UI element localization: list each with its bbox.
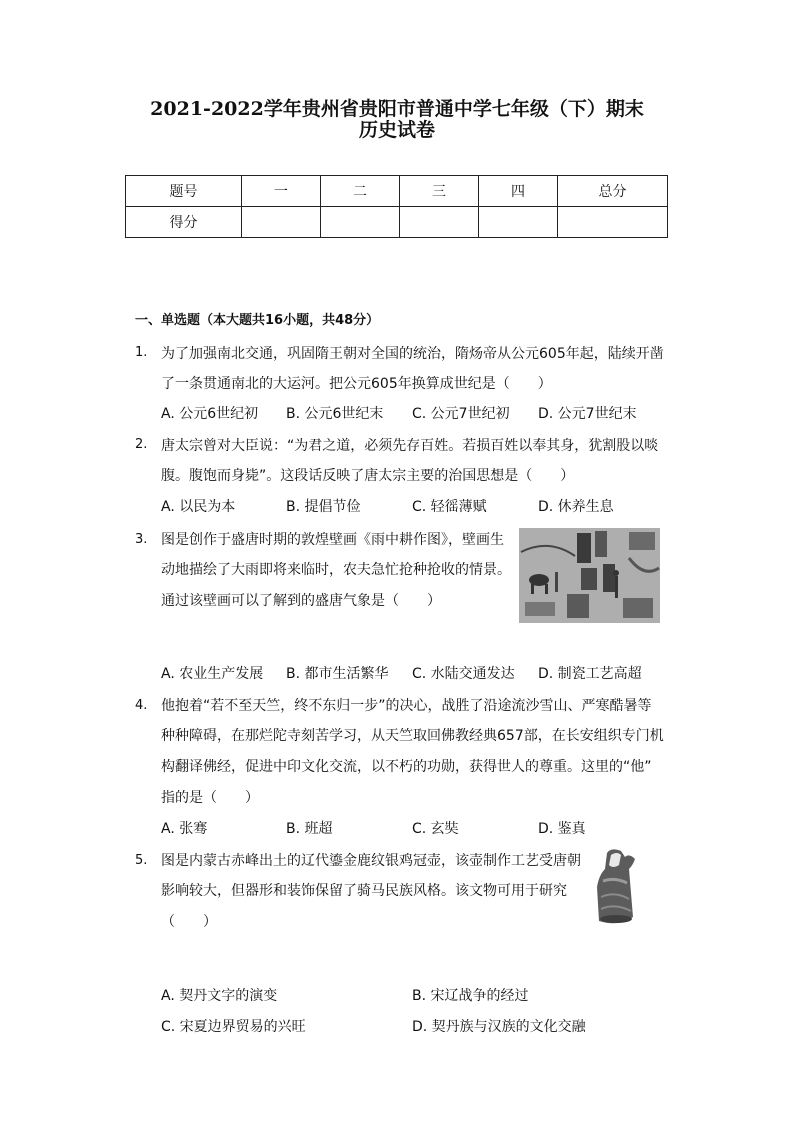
option-d: D. 鉴真 bbox=[538, 821, 586, 837]
question-text-line: 图是创作于盛唐时期的敦煌壁画《雨中耕作图》，壁画生 bbox=[161, 532, 504, 548]
score-header-cell: 总分 bbox=[558, 176, 668, 207]
option-b: B. 都市生活繁华 bbox=[286, 666, 389, 682]
question-number: 4. bbox=[135, 698, 148, 713]
question-text-line: 腹。腹饱而身毙”。这段话反映了唐太宗主要的治国思想是（ ） bbox=[161, 468, 575, 484]
question-text-line: 动地描绘了大雨即将来临时，农夫急忙抢种抢收的情景。 bbox=[161, 562, 511, 578]
question-number: 3. bbox=[135, 532, 148, 547]
question-text-line: 构翻译佛经，促进中印文化交流，以不朽的功勋，获得世人的尊重。这里的“他” bbox=[161, 759, 652, 775]
exam-title-line1: 2021-2022学年贵州省贵阳市普通中学七年级（下）期末 bbox=[150, 98, 644, 120]
score-header-cell: 一 bbox=[242, 176, 321, 207]
option-c: C. 轻徭薄赋 bbox=[412, 499, 487, 515]
score-cell bbox=[400, 207, 479, 238]
option-d: D. 公元7世纪末 bbox=[538, 406, 637, 422]
question-text-line: 通过该壁画可以了解到的盛唐气象是（ ） bbox=[161, 593, 441, 609]
option-d: D. 制瓷工艺高超 bbox=[538, 666, 642, 682]
score-header-cell: 题号 bbox=[126, 176, 242, 207]
question-text-line: 影响较大，但器形和装饰保留了骑马民族风格。该文物可用于研究 bbox=[161, 883, 567, 899]
score-row-label: 得分 bbox=[126, 207, 242, 238]
dunhuang-mural-image bbox=[519, 528, 660, 623]
option-c: C. 公元7世纪初 bbox=[412, 406, 510, 422]
option-a: A. 公元6世纪初 bbox=[161, 406, 259, 422]
question-number: 5. bbox=[135, 853, 148, 868]
score-header-cell: 三 bbox=[400, 176, 479, 207]
option-b: B. 公元6世纪末 bbox=[286, 406, 384, 422]
exam-title-line2: 历史试卷 bbox=[358, 119, 435, 141]
question-text-line: 图是内蒙古赤峰出土的辽代鎏金鹿纹银鸡冠壶，该壶制作工艺受唐朝 bbox=[161, 853, 581, 869]
score-table-header-row bbox=[126, 176, 668, 207]
question-text-line: 唐太宗曾对大臣说：“为君之道，必须先存百姓。若损百姓以奉其身，犹割股以啖 bbox=[161, 438, 659, 454]
option-c: C. 水陆交通发达 bbox=[412, 666, 515, 682]
option-b: B. 提倡节俭 bbox=[286, 499, 361, 515]
score-table-score-row bbox=[126, 207, 668, 238]
question-text-line: 种种障碍，在那烂陀寺刻苦学习，从天竺取回佛教经典657部，在长安组织专门机 bbox=[161, 728, 664, 744]
option-a: A. 以民为本 bbox=[161, 499, 236, 515]
section-heading: 一、单选题（本大题共16小题，共48分） bbox=[135, 313, 380, 328]
option-c: C. 玄奘 bbox=[412, 821, 459, 837]
score-header-cell: 四 bbox=[479, 176, 558, 207]
score-cell bbox=[242, 207, 321, 238]
question-number: 2. bbox=[135, 437, 148, 452]
question-text-line: （ ） bbox=[161, 914, 217, 930]
question-text-line: 他抱着“若不至天竺，终不东归一步”的决心，战胜了沿途流沙雪山、严寒酷暑等 bbox=[161, 698, 652, 714]
option-b: B. 宋辽战争的经过 bbox=[412, 988, 529, 1004]
score-cell bbox=[558, 207, 668, 238]
option-a: A. 张骞 bbox=[161, 821, 208, 837]
score-table bbox=[125, 175, 668, 238]
score-cell bbox=[479, 207, 558, 238]
question-number: 1. bbox=[135, 345, 148, 360]
question-text-line: 指的是（ ） bbox=[161, 790, 259, 806]
option-d: D. 契丹族与汉族的文化交融 bbox=[412, 1019, 586, 1035]
question-text-line: 为了加强南北交通，巩固隋王朝对全国的统治，隋炀帝从公元605年起，陆续开凿 bbox=[161, 346, 664, 362]
option-c: C. 宋夏边界贸易的兴旺 bbox=[161, 1019, 306, 1035]
score-header-cell: 二 bbox=[321, 176, 400, 207]
option-a: A. 农业生产发展 bbox=[161, 666, 264, 682]
option-a: A. 契丹文字的演变 bbox=[161, 988, 278, 1004]
question-text-line: 了一条贯通南北的大运河。把公元605年换算成世纪是（ ） bbox=[161, 376, 552, 392]
option-d: D. 休养生息 bbox=[538, 499, 614, 515]
silver-flask-image bbox=[589, 847, 647, 928]
score-cell bbox=[321, 207, 400, 238]
option-b: B. 班超 bbox=[286, 821, 333, 837]
